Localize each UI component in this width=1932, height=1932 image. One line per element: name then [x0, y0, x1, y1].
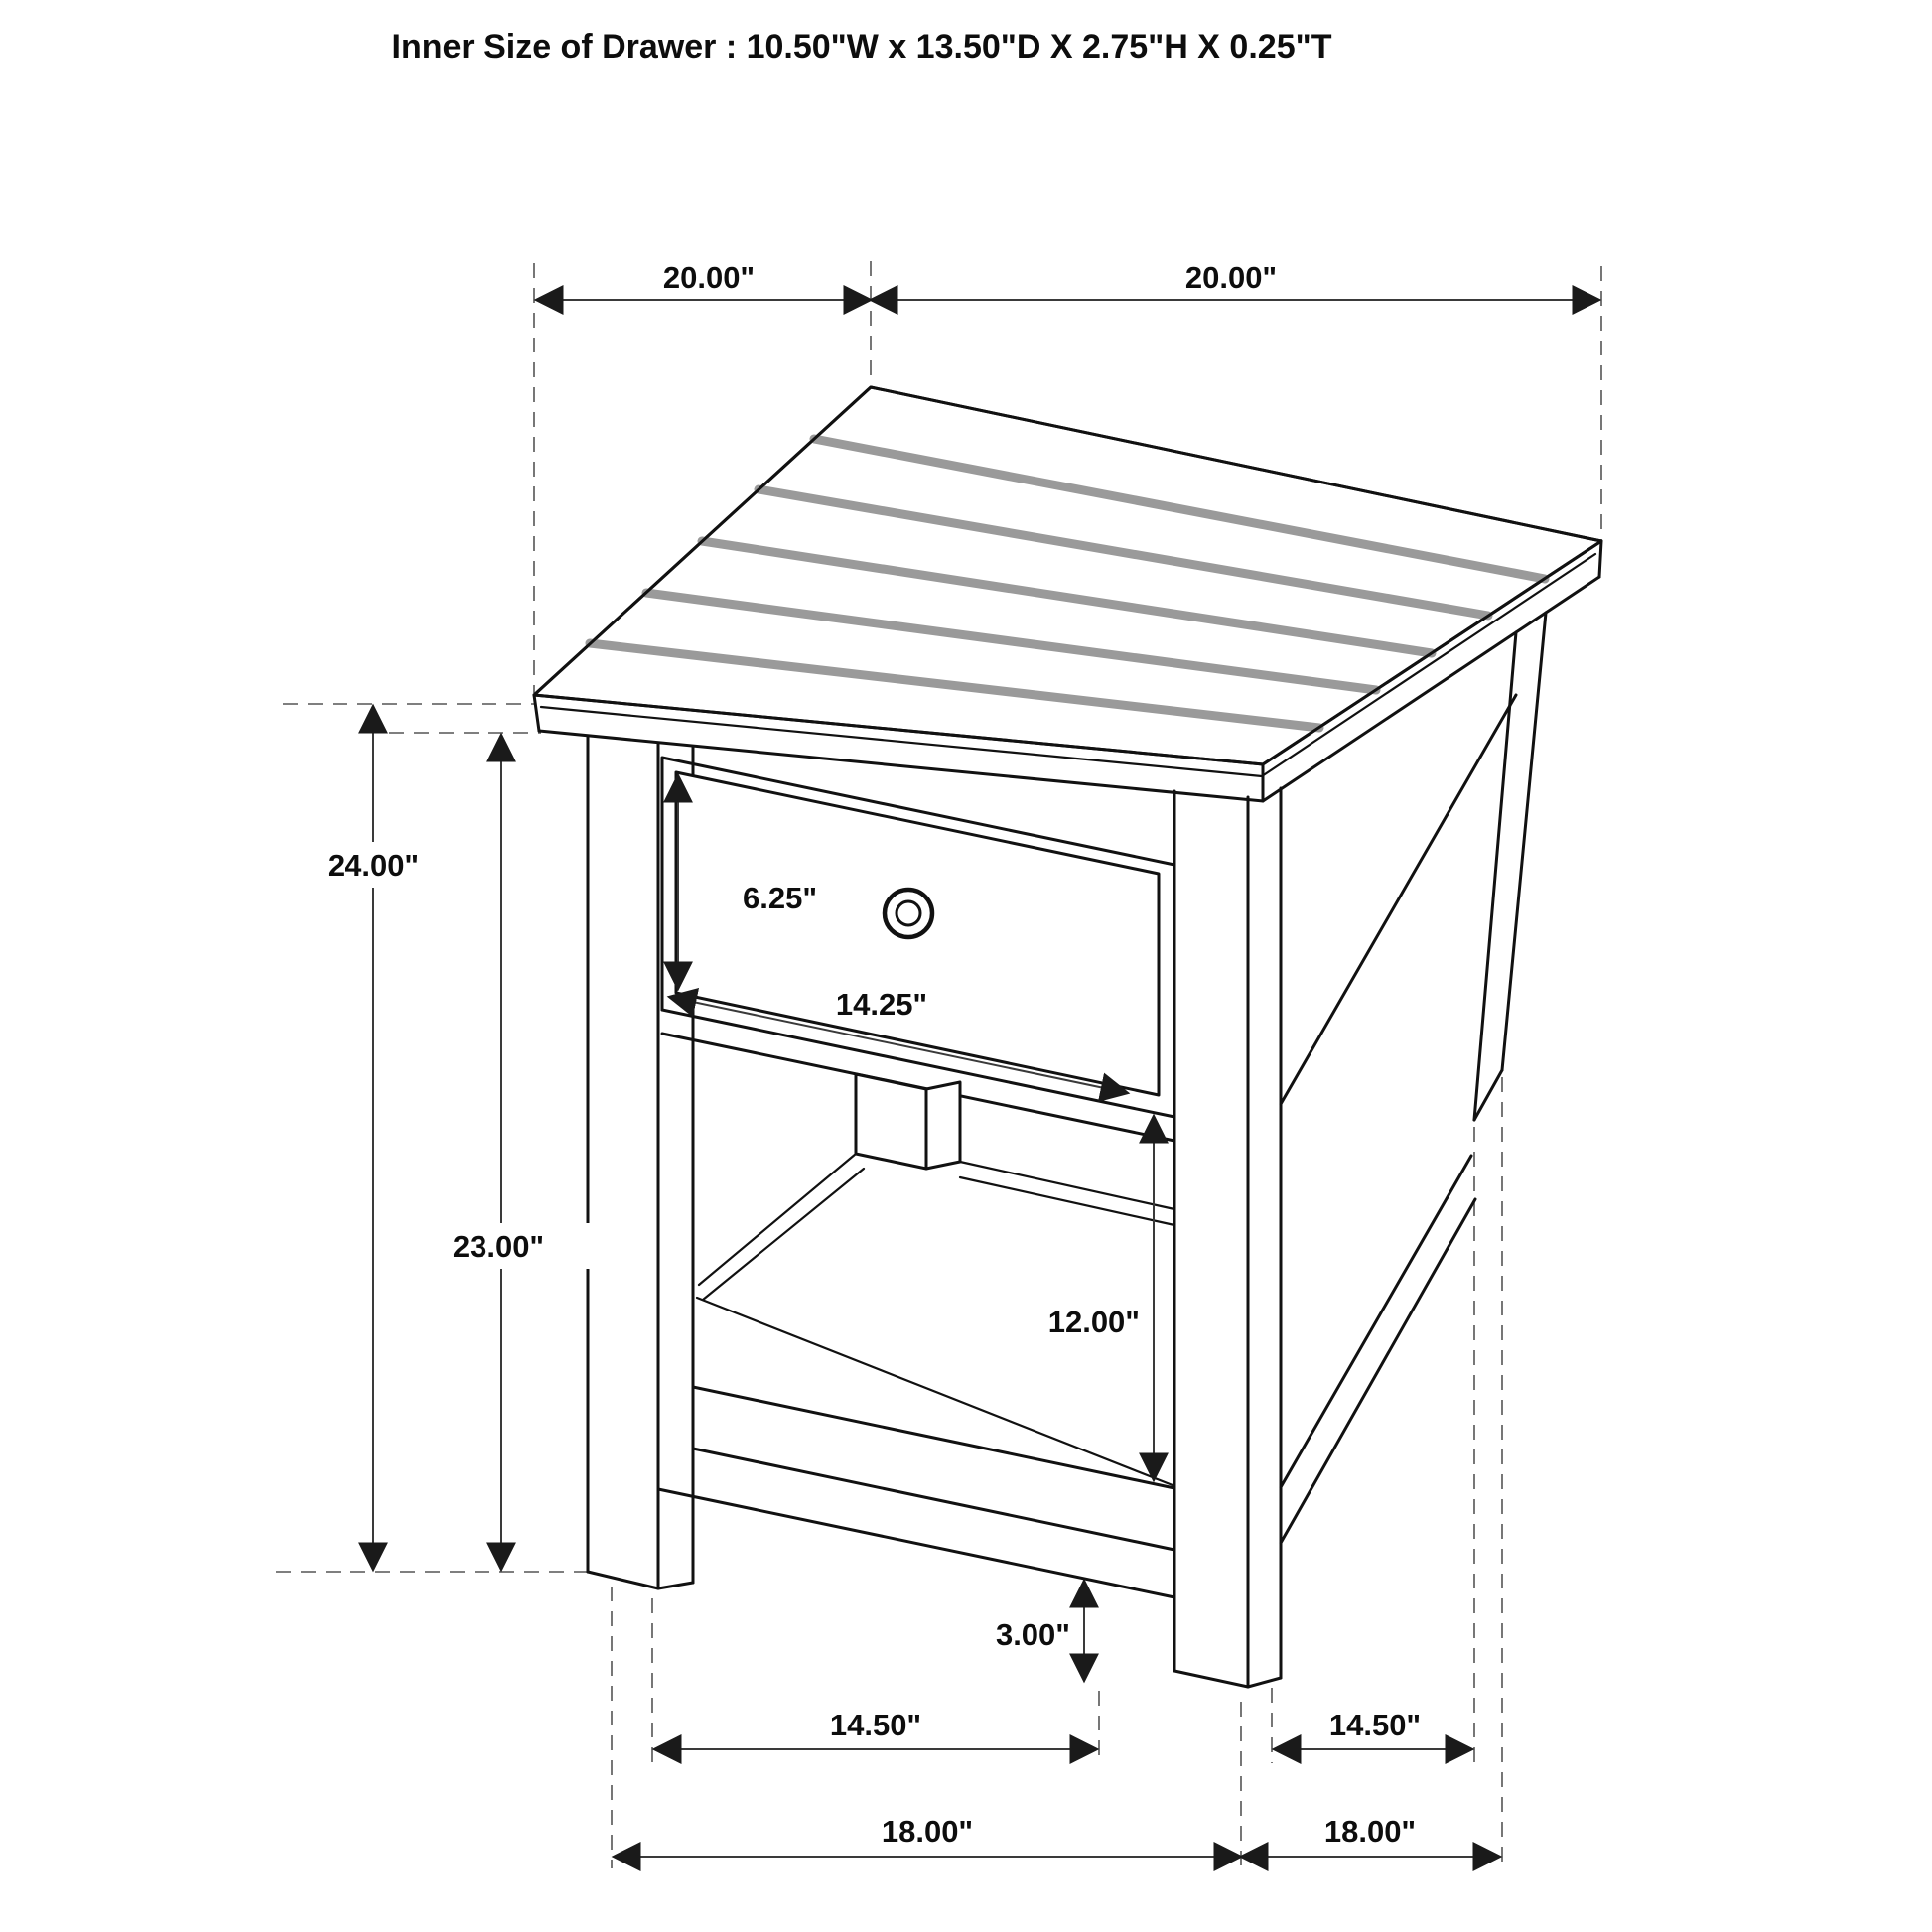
front-right-leg — [1174, 788, 1281, 1687]
dim-label-top-right: 20.00" — [1184, 260, 1278, 295]
dim-label-undertop-height: 23.00" — [452, 1229, 545, 1264]
drawing-title: Inner Size of Drawer : 10.50"W x 13.50"D X 2.75"H X 0.25"T — [391, 28, 1332, 66]
dimension-shelf-clearance-12in — [1048, 1116, 1154, 1480]
dimension-base-front-18in — [614, 1814, 1241, 1857]
dim-label-top-left: 20.00" — [662, 260, 756, 295]
dimension-top-depth-20in — [536, 260, 871, 300]
center-support-block — [856, 1074, 960, 1169]
dim-label-overall-height: 24.00" — [327, 848, 420, 883]
dim-label-drawer-width: 14.25" — [835, 987, 928, 1022]
dim-label-drawer-height: 6.25" — [743, 881, 818, 915]
side-shelf-edges — [1281, 1156, 1475, 1543]
dim-label-base-side: 18.00" — [1323, 1814, 1417, 1849]
dimension-overall-height-24in — [284, 706, 463, 1570]
table-line-art — [534, 387, 1601, 1687]
dimension-shelf-front-14-50in — [654, 1708, 1097, 1749]
dim-label-shelf-side: 14.50" — [1328, 1708, 1422, 1742]
drawer-assembly — [662, 758, 1174, 1141]
dim-label-shelf-clearance: 12.00" — [1047, 1305, 1140, 1339]
dim-label-shelf-front: 14.50" — [829, 1708, 922, 1742]
dimension-floor-clearance-3in — [996, 1581, 1084, 1681]
dim-label-floor-clearance: 3.00" — [995, 1617, 1070, 1652]
dimension-shelf-side-14-50in — [1274, 1708, 1472, 1749]
dimension-top-width-20in — [871, 260, 1599, 300]
dimension-base-side-18in — [1241, 1814, 1500, 1857]
dim-label-base-front: 18.00" — [881, 1814, 974, 1849]
back-right-leg — [1474, 613, 1546, 1120]
tabletop-face — [534, 387, 1601, 764]
shelf-front-edges — [658, 1387, 1174, 1597]
